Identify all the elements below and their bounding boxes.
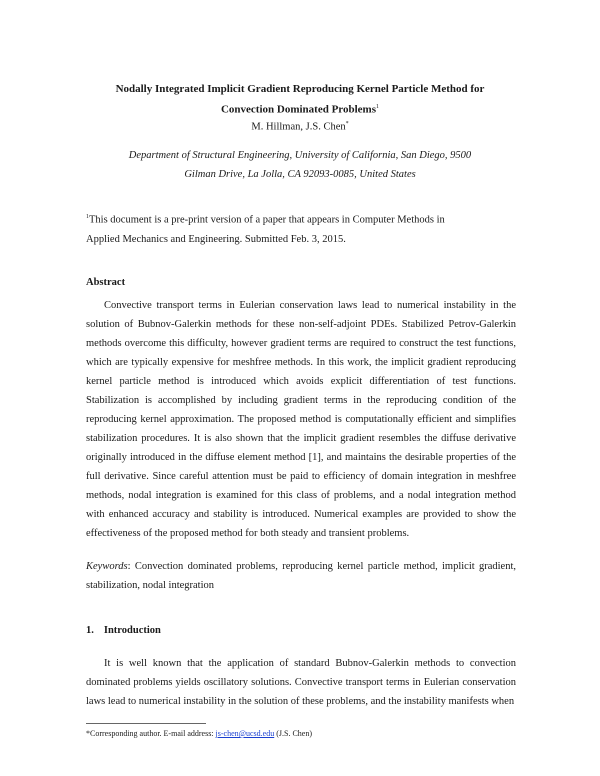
- introduction-body: It is well known that the application of standard Bubnov-Galerkin methods to convection dominated problems yields oscillatory solutions. Convective transport terms in Eulerian conservation laws lead to numerical instability in the solution of these problems, and the instability manifests when: [86, 658, 516, 707]
- preprint-note: [86, 208, 526, 249]
- title-line-2: [60, 98, 540, 119]
- paper-title: [60, 80, 540, 119]
- title-line-2-text: Convection Dominated Problems: [220, 103, 376, 116]
- keywords: [86, 557, 516, 595]
- affiliation-line-1: Department of Structural Engineering, University of California, San Diego, 9500: [128, 150, 472, 161]
- preprint-note-line-2: Applied Mechanics and Engineering. Submitted Feb. 3, 2015.: [86, 233, 346, 245]
- preprint-note-line-1: [86, 208, 526, 230]
- author-email-link[interactable]: js-chen@ucsd.edu: [215, 729, 275, 738]
- footnote-suffix: (J.S. Chen): [274, 729, 312, 738]
- abstract-body: Convective transport terms in Eulerian conservation laws lead to numerical instability in the solution of Bubnov-Galerkin methods for these non-self-adjoint PDEs. Stabilized Petrov-Galerkin methods overcome this difficulty, however gradient terms are required to construct the test functions, which are typically expensive for meshfree methods. In this work, the implicit gradient reproducing kernel particle method is introduced which avoids explicit differentiation of test functions. Stabilization is accomplished by including gradient terms in the reproducing condition of the reproducing kernel approximation. The proposed method is computationally efficient and simplifies stabilization procedures. It is also shown that the implicit gradient resembles the diffuse derivative originally introduced in the diffuse element method [1], and maintains the desirable properties of the full derivative. Since careful attention must be paid to efficiency of domain integration in meshfree methods, nodal integration is examined for this class of problems, and a nodal integration method with enhanced accuracy and stability is introduced. Numerical examples are provided to show the effectiveness of the proposed method for both steady and transient problems.: [86, 300, 516, 539]
- keywords-text: : Convection dominated problems, reproducing kernel particle method, implicit gradient, stabilization, nodal integration: [86, 561, 516, 591]
- abstract-heading: Abstract: [86, 277, 126, 288]
- authors: [60, 121, 540, 133]
- introduction-title: Introduction: [103, 625, 161, 636]
- footnote-rule: [86, 723, 206, 724]
- footnote-prefix: *Corresponding author. E-mail address:: [86, 729, 216, 738]
- introduction-number: 1.: [86, 625, 94, 636]
- affiliation: [90, 146, 510, 184]
- preprint-note-mark: 1: [86, 214, 89, 220]
- introduction-heading: [86, 625, 161, 636]
- corresponding-author-mark: *: [345, 121, 349, 127]
- affiliation-line-2: Gilman Drive, La Jolla, CA 92093-0085, United States: [184, 169, 416, 180]
- keywords-label: Keywords: [86, 561, 128, 572]
- author-names: M. Hillman, J.S. Chen: [251, 121, 346, 133]
- preprint-note-text-1: This document is a pre-print version of a paper that appears in Computer Methods in: [89, 214, 445, 226]
- title-footnote-mark: 1: [376, 104, 379, 110]
- corresponding-author-footnote: [86, 729, 312, 738]
- title-line-1: Nodally Integrated Implicit Gradient Reproducing Kernel Particle Method for: [115, 83, 485, 95]
